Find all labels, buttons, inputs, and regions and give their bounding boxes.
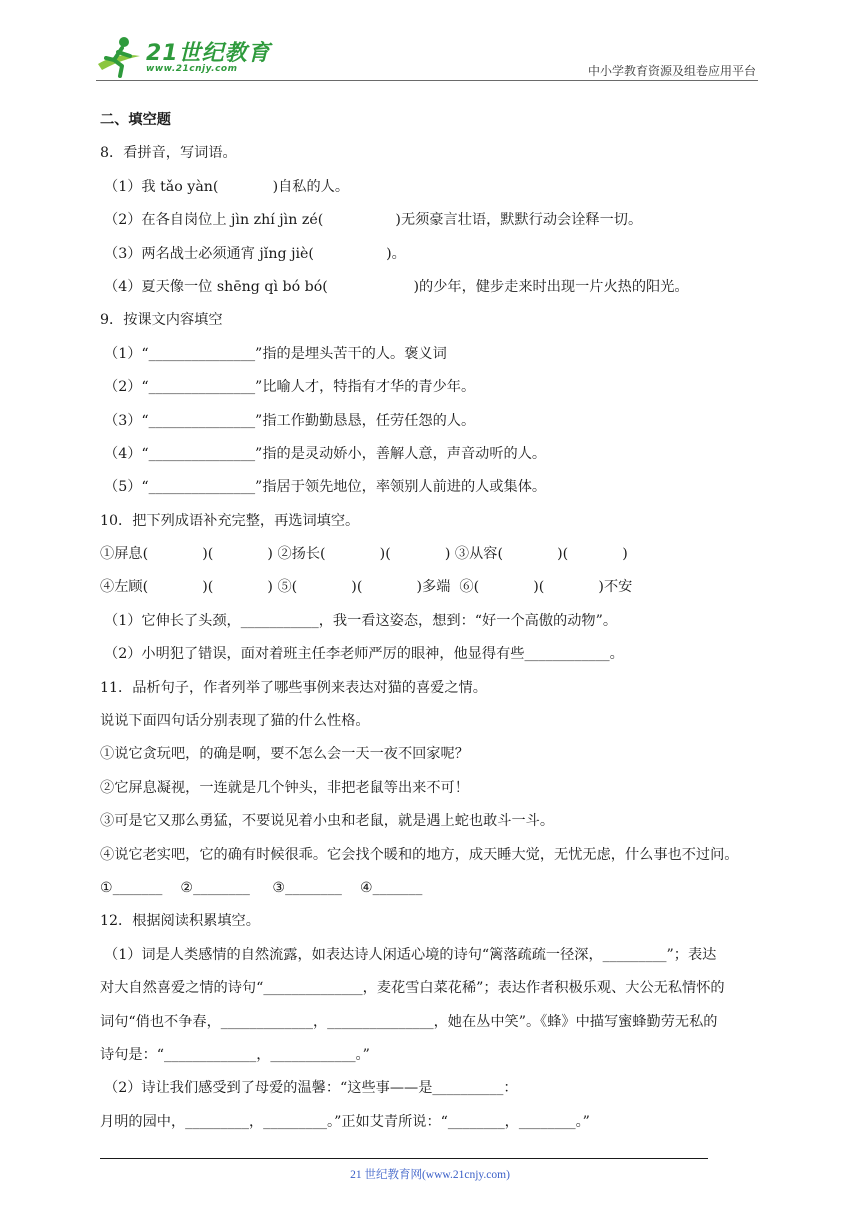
q10-idioms-row-2: ④左顾( )( ) ⑤( )( )多端 ⑥( )( )不安 xyxy=(100,579,633,596)
q9-item-4: （4）“_______________”指的是灵动娇小，善解人意，声音动听的人。 xyxy=(104,445,547,462)
q12-item-1-line-1: （1）词是人类感情的自然流露，如表达诗人闲适心境的诗句“篱落疏疏一径深，_________”；表达 xyxy=(104,946,717,963)
q12-item-2-line-2: 月明的园中，_________，_________。”正如艾青所说：“________，________。” xyxy=(100,1113,590,1130)
logo-url: www.21cnjy.com xyxy=(146,64,238,74)
question-body xyxy=(100,104,780,1139)
q8-item-2: （2）在各自岗位上 jìn zhí jìn zé( )无须豪言壮语，默默行动会诠释一切。 xyxy=(104,212,643,229)
q11-title: 11．品析句子，作者列举了哪些事例来表达对猫的喜爱之情。 xyxy=(100,679,487,696)
q12-item-1-line-4: 诗句是：“_____________，____________。” xyxy=(100,1046,370,1063)
q11-answers: ①_______ ②________ ③________ ④_______ xyxy=(100,879,423,896)
q8-item-3: （3）两名战士必须通宵 jǐng jiè( )。 xyxy=(104,245,406,262)
q10-title: 10．把下列成语补充完整，再选词填空。 xyxy=(100,512,360,529)
runner-logo-icon xyxy=(92,34,144,80)
q9-item-2: （2）“_______________”比喻人才，特指有才华的青少年。 xyxy=(104,379,476,396)
q8-item-1: （1）我 tǎo yàn( )自私的人。 xyxy=(104,178,350,195)
footer-link[interactable]: 21 世纪教育网(www.21cnjy.com) xyxy=(350,1169,510,1181)
footer-divider xyxy=(100,1158,708,1159)
q11-sentence-4: ④说它老实吧，它的确有时候很乖。它会找个暖和的地方，成天睡大觉，无忧无虑，什么事也不过问。 xyxy=(100,846,739,863)
q10-item-1: （1）它伸长了头颈，___________，我一看这姿态，想到：“好一个高傲的动物”。 xyxy=(104,612,618,629)
q9-item-3: （3）“_______________”指工作勤勤恳恳，任劳任怨的人。 xyxy=(104,412,476,429)
platform-label: 中小学教育资源及组卷应用平台 xyxy=(587,64,756,78)
site-logo xyxy=(92,34,271,82)
page-header xyxy=(0,0,860,90)
q12-title: 12．根据阅读积累填空。 xyxy=(100,913,260,930)
section-title: 二、填空题 xyxy=(100,112,171,128)
q11-sentence-3: ③可是它又那么勇猛，不要说见着小虫和老鼠，就是遇上蛇也敢斗一斗。 xyxy=(100,813,555,830)
q12-item-1-line-3: 词句“俏也不争春，_____________，_______________，她在丛中笑”。《蜂》中描写蜜蜂勤劳无私的 xyxy=(100,1013,718,1030)
q9-title: 9．按课文内容填空 xyxy=(100,312,223,329)
q11-prompt: 说说下面四句话分别表现了猫的什么性格。 xyxy=(100,713,370,730)
q12-item-2-line-1: （2）诗让我们感受到了母爱的温馨：“这些事——是__________： xyxy=(104,1080,518,1097)
q12-item-1-line-2: 对大自然喜爱之情的诗句“______________，麦花雪白菜花稀”；表达作者积极乐观、大公无私情怀的 xyxy=(100,980,725,997)
q8-title: 8．看拼音，写词语。 xyxy=(100,145,237,162)
q11-sentence-2: ②它屏息凝视，一连就是几个钟头，非把老鼠等出来不可！ xyxy=(100,779,469,796)
q9-item-1: （1）“_______________”指的是埋头苦干的人。褒义词 xyxy=(104,345,447,362)
header-divider xyxy=(96,80,758,81)
q8-item-4: （4）夏天像一位 shēng qì bó bó( )的少年，健步走来时出现一片火热的阳光。 xyxy=(104,278,689,295)
q10-item-2: （2）小明犯了错误，面对着班主任李老师严厉的眼神，他显得有些____________。 xyxy=(104,646,624,663)
logo-text: 21世纪教育 xyxy=(146,41,271,66)
q9-item-5: （5）“_______________”指居于领先地位，率领别人前进的人或集体。 xyxy=(104,479,547,496)
q11-sentence-1: ①说它贪玩吧，的确是啊，要不怎么会一天一夜不回家呢？ xyxy=(100,746,469,763)
q10-idioms-row-1: ①屏息( )( ) ②扬长( )( ) ③从容( )( ) xyxy=(100,546,628,563)
